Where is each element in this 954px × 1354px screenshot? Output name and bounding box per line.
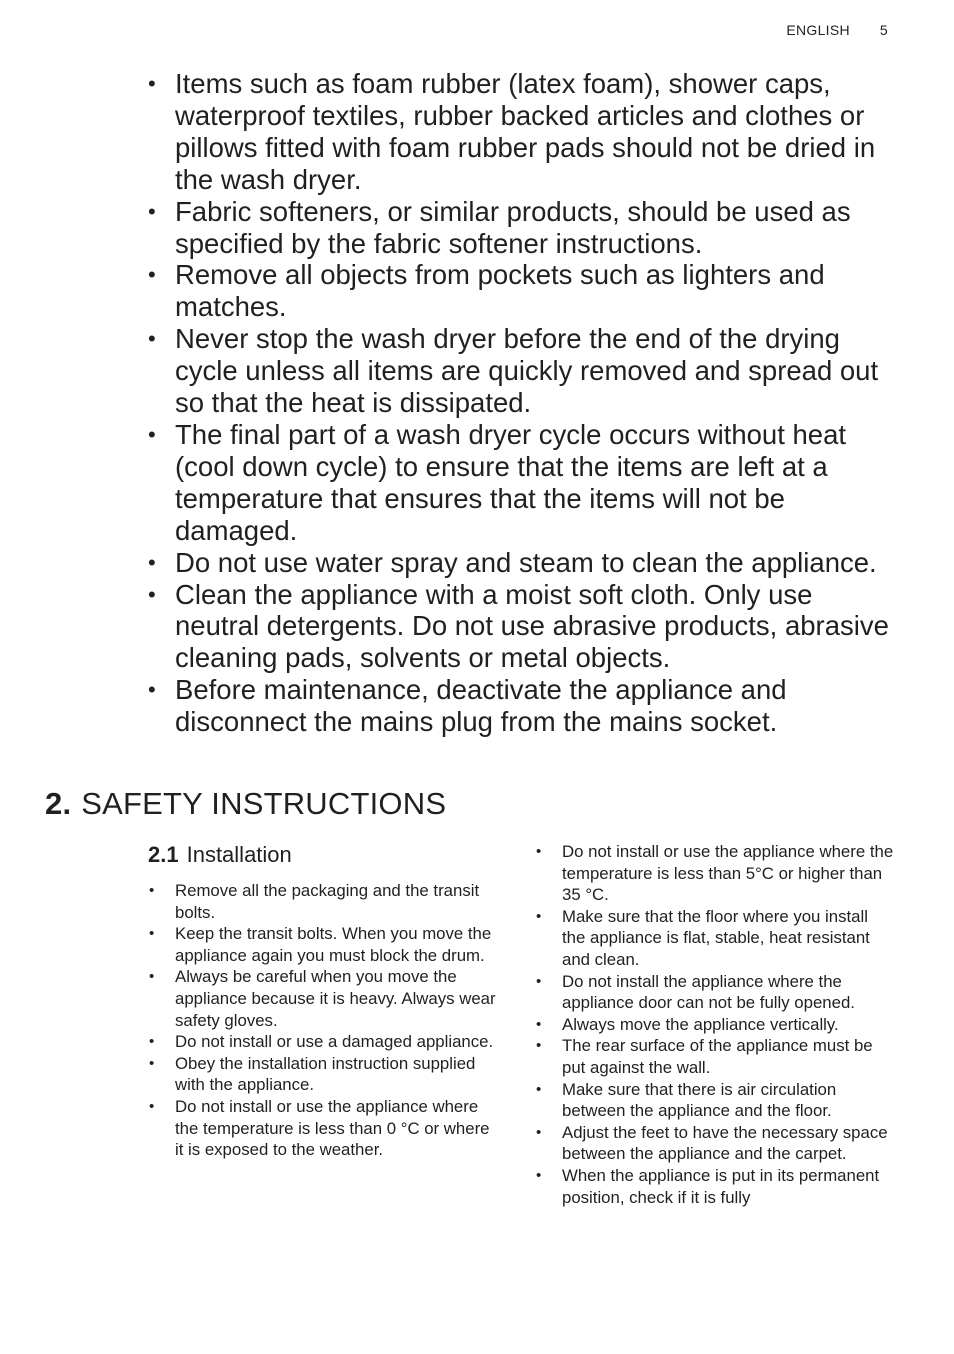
list-item: • Do not install or use a damaged appliance. bbox=[148, 1031, 498, 1053]
list-item: • Always move the appliance vertically. bbox=[535, 1014, 895, 1036]
list-item: • Never stop the wash dryer before the end of the drying cycle unless all items are quickly removed and spread out so that the heat is dissipated. bbox=[148, 323, 898, 419]
list-item: • Before maintenance, deactivate the appliance and disconnect the mains plug from the mains socket. bbox=[148, 674, 898, 738]
list-item: • Always be careful when you move the appliance because it is heavy. Always wear safety gloves. bbox=[148, 966, 498, 1031]
list-item: • Remove all the packaging and the transit bolts. bbox=[148, 880, 498, 923]
installation-list-left bbox=[148, 880, 498, 1161]
intro-safety-list bbox=[148, 68, 898, 738]
list-item: • Keep the transit bolts. When you move the appliance again you must block the drum. bbox=[148, 923, 498, 966]
section-title: SAFETY INSTRUCTIONS bbox=[81, 786, 447, 821]
section-heading bbox=[45, 784, 446, 824]
list-item: • Do not install the appliance where the appliance door can not be fully opened. bbox=[535, 971, 895, 1014]
list-item: • Remove all objects from pockets such as lighters and matches. bbox=[148, 259, 898, 323]
page-header bbox=[786, 22, 888, 38]
list-item: • The rear surface of the appliance must be put against the wall. bbox=[535, 1035, 895, 1078]
list-item: • When the appliance is put in its permanent position, check if it is fully bbox=[535, 1165, 895, 1208]
list-item: • The final part of a wash dryer cycle occurs without heat (cool down cycle) to ensure that the items are left at a temperature that ensures that the items will not be damaged. bbox=[148, 419, 898, 547]
list-item: • Do not install or use the appliance where the temperature is less than 5°C or higher than 35 °C. bbox=[535, 841, 895, 906]
list-item: • Make sure that the floor where you install the appliance is flat, stable, heat resistant and clean. bbox=[535, 906, 895, 971]
page-number: 5 bbox=[879, 22, 888, 38]
list-item: • Fabric softeners, or similar products, should be used as specified by the fabric softener instructions. bbox=[148, 196, 898, 260]
subsection-number: 2.1 bbox=[148, 842, 179, 867]
list-item: • Adjust the feet to have the necessary space between the appliance and the carpet. bbox=[535, 1122, 895, 1165]
list-item: • Do not use water spray and steam to clean the appliance. bbox=[148, 547, 898, 579]
subsection-heading bbox=[148, 840, 292, 870]
list-item: • Clean the appliance with a moist soft cloth. Only use neutral detergents. Do not use abrasive products, abrasive cleaning pads, solvents or metal objects. bbox=[148, 579, 898, 675]
list-item: • Make sure that there is air circulation between the appliance and the floor. bbox=[535, 1079, 895, 1122]
list-item: • Items such as foam rubber (latex foam), shower caps, waterproof textiles, rubber backed articles and clothes or pillows fitted with foam rubber pads should not be dried in the wash dryer. bbox=[148, 68, 898, 196]
list-item: • Do not install or use the appliance where the temperature is less than 0 °C or where it is exposed to the weather. bbox=[148, 1096, 498, 1161]
list-item: • Obey the installation instruction supplied with the appliance. bbox=[148, 1053, 498, 1096]
subsection-title: Installation bbox=[186, 842, 292, 867]
installation-list-right bbox=[535, 841, 895, 1208]
language-label: ENGLISH bbox=[786, 22, 850, 38]
section-number: 2. bbox=[45, 786, 72, 821]
